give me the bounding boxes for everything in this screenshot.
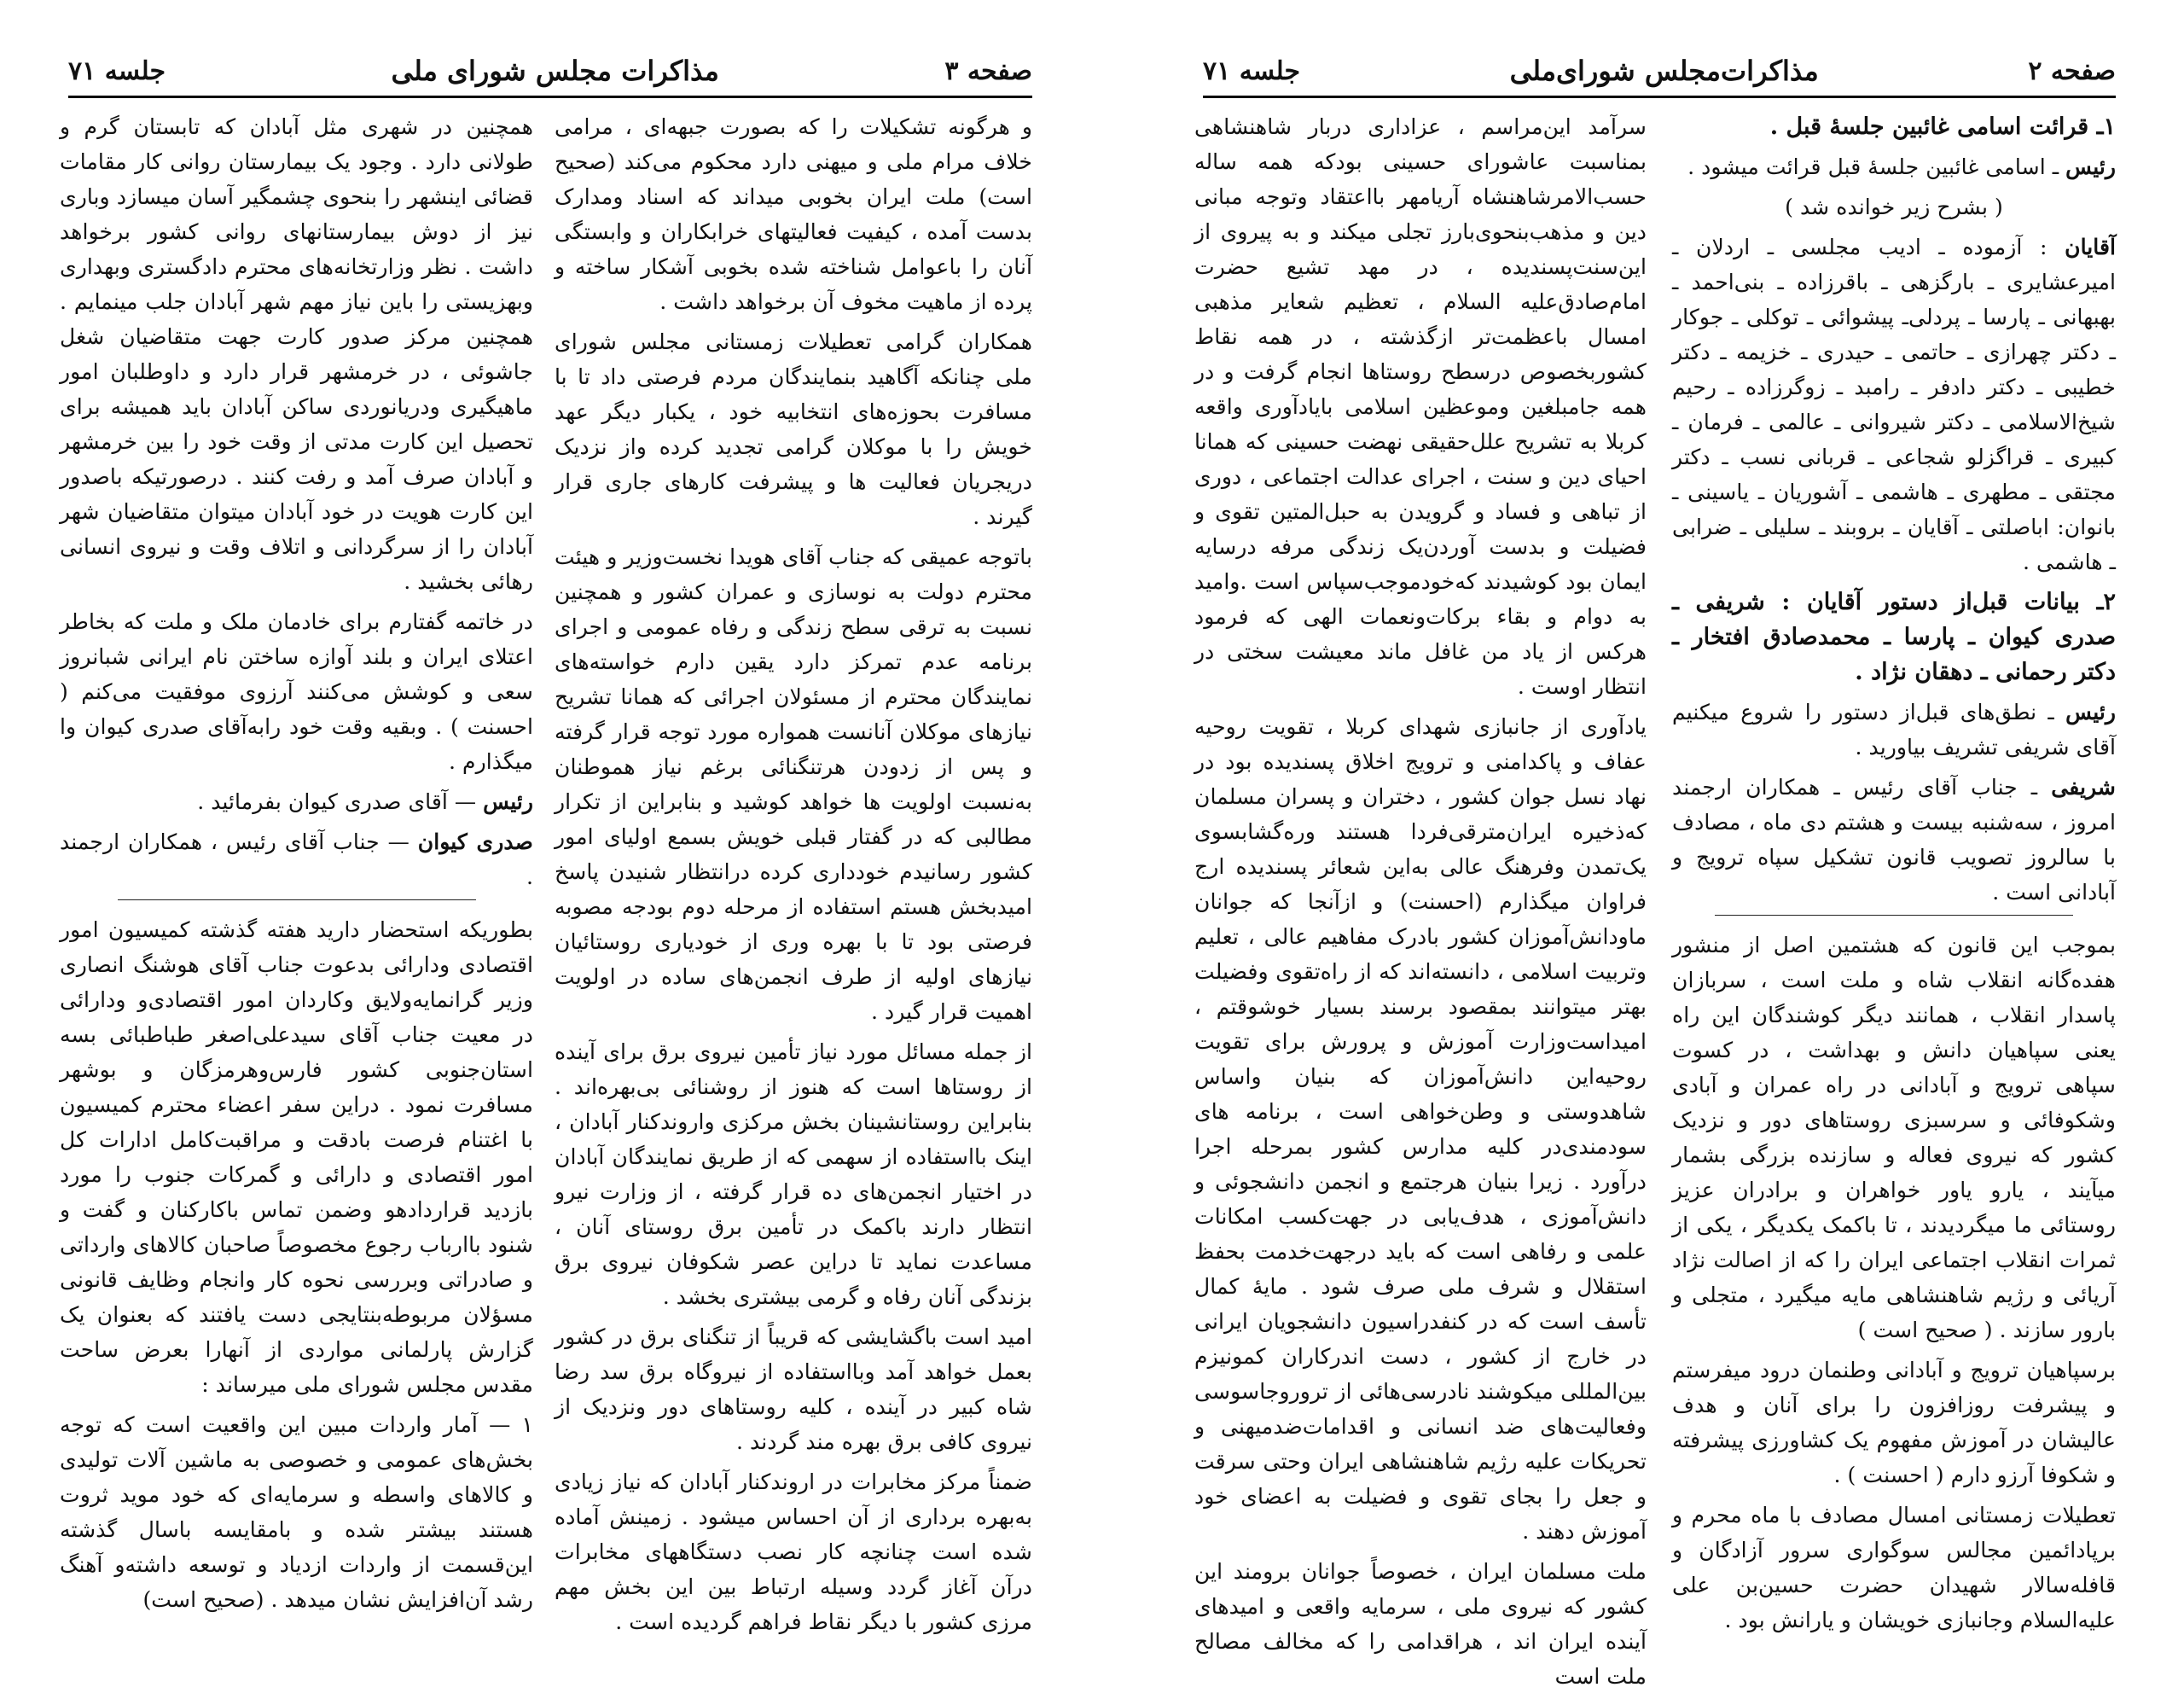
paragraph (1672, 1498, 2116, 1638)
paragraph (1194, 1554, 1647, 1694)
paragraph-text: ـ جناب آقای رئیس ـ همکاران ارجمند امروز ، سه‌شنبه بیست و هشتم دی ماه ، مصادف با سالروز تصویب قانون تشکیل سپاه ترویج و آبادانی است . (1672, 775, 2116, 905)
paragraph (60, 824, 533, 894)
paragraph-text: و هرگونه تشکیلات را که بصورت جبهه‌ای ، مرامی خلاف مرام ملی و میهنی دارد محکوم می‌کند (صحیح است) ملت ایران بخوبی میداند که اسناد ومدارک بدست آمده ، کیفیت فعالیتهای خرابکاران و وابستگی آنان را باعوامل شناخته شده بخوبی آشکار ساخته و پرده از ماهیت مخوف آن برخواهد داشت . (555, 114, 1032, 314)
paragraph-text: امید است باگشایشی که قریباً از تنگنای برق در کشور بعمل خواهد آمد وبااستفاده از نیروگاه برق سد رضا شاه کبیر در آینده ، کلیه روستاهای دور ونزدیک از نیروی کافی برق بهره مند گردند . (555, 1324, 1032, 1454)
header-rule (68, 96, 1032, 98)
paragraph (1672, 149, 2116, 184)
left-page-header (68, 49, 1032, 92)
paragraph-text: بموجب این قانون که هشتمین اصل از منشور هفده‌گانه انقلاب شاه و ملت است ، سربازان پاسدار انقلاب ، همانند دیگر کوشندگان این راه یعنی سپاهیان دانش و بهداشت ، در کسوت سپاهی ترویج و آبادانی در راه عمران و آبادی وشکوفائی و سرسبزی روستاهای دور و نزدیک کشور که نیروی فعاله و سازنده بزرگی بشمار میآیند ، یارو یاور خواهران و برادران عزیز روستائی ما میگردیدند ، تا باکمک یکدیگر ، یکی از ثمرات انقلاب اجتماعی ایران را که از اصالت نژاد آریائی و رژیم شاهنشاهی مایه میگیرد ، متجلی و بارور سازند . ( صحیح است ) (1672, 933, 2116, 1342)
session-number: جلسه ۷۱ (1203, 55, 1301, 86)
paragraph (555, 539, 1032, 1029)
paragraph (555, 324, 1032, 534)
paragraph (60, 784, 533, 819)
session-number: جلسه ۷۱ (68, 55, 166, 86)
page-gutter (1101, 0, 1135, 1698)
paragraph (60, 912, 533, 1402)
right-page-header (1203, 49, 2116, 92)
paragraph (1194, 109, 1647, 704)
speaker-name: رئیس (2065, 154, 2116, 179)
paragraph (60, 109, 533, 599)
paragraph (1672, 1353, 2116, 1492)
paragraph-text: بطوریکه استحضار دارید هفته گذشته کمیسیون امور اقتصادی ودارائی بدعوت جناب آقای هوشنگ انصاری وزیر گرانمایه‌ولایق وکاردان امور اقتصادی‌و ودارائی در معیت جناب آقای سیدعلی‌اصغر طباطبائی بسه استان‌جنوبی کشور فارس‌وهرمزگان و بوشهر مسافرت نمود . دراین سفر اعضاء محترم کمیسیون با اغتنام فرصت بادقت و مراقبت‌کامل ادارات کل امور اقتصادی و دارائی و گمرکات جنوب را مورد بازدید قراردادهو وضمن تماس باکارکنان و گفت و شنود باارباب رجوع مخصوصاً صاحبان کالاهای وارداتی و صادراتی وبررسی نحوه کار وانجام وظایف قانونی مسؤلان مربوطه‌بنتایجی دست یافتند که بعنوان یک گزارش پارلمانی مواردی از آنهارا بعرض ساحت مقدس مجلس شورای ملی میرساند : (60, 917, 533, 1397)
section-divider (1715, 915, 2073, 916)
paragraph (1672, 230, 2116, 579)
paragraph-text: — آقای صدری کیوان بفرمائید . (197, 789, 477, 814)
paragraph (1672, 695, 2116, 765)
section-heading: ۱ـ قرائت اسامی غائبین جلسهٔ قبل . (1769, 113, 2116, 140)
header-rule (1203, 96, 2116, 98)
speaker-name: صدری کیوان (417, 829, 533, 854)
paragraph-text: ملت مسلمان ایران ، خصوصاً جوانان برومند این کشور که نیروی ملی ، سرمایه واقعی و امیدهای آینده ایران اند ، هراقدامی را که مخالف مصالح ملت است (1194, 1559, 1647, 1689)
page-number: صفحه ۲ (2028, 55, 2116, 86)
paragraph-text: تعطیلات زمستانی امسال مصادف با ماه محرم و برپادائمین مجالس سوگواری سرور آزادگان و قافله‌سالار شهیدان حضرت حسین‌بن علی علیه‌السلام وجانبازی خویشان و یارانش بود . (1672, 1503, 2116, 1632)
speaker-name: آقایان (2065, 234, 2116, 259)
paragraph-text: — جناب آقای رئیس ، همکاران ارجمند . (60, 829, 533, 889)
paragraph (555, 1464, 1032, 1639)
paragraph-text: همکاران گرامی تعطیلات زمستانی مجلس شورای ملی چنانکه آگاهید بنمایندگان مردم فرصتی داد تا با مسافرت بحوزه‌های انتخابیه خود ، یکبار دیگر عهد خویش را با موکلان گرامی تجدید کرده واز نزدیک دریجریان فعالیت ها و پیشرفت کارهای جاری قرار گیرند . (555, 329, 1032, 529)
paragraph (1194, 709, 1647, 1549)
text-column (1672, 109, 2116, 1643)
paragraph-text: از جمله مسائل مورد نیاز تأمین نیروی برق برای آینده از روستاها است که هنوز از روشنائی بی‌بهره‌اند . بنابراین روستانشینان بخش مرکزی واروندکنار آبادان ، اینک بااستفاده از سهمی که از طریق نمایندگان آبادان در اختیار انجمن‌های ده قرار گرفته ، از وزارت نیرو انتظار دارند باکمک در تأمین برق روستای آنان ، مساعدت نماید تا دراین عصر شکوفان نیروی برق بزندگی آنان رفاه و گرمی بیشتری بخشد . (555, 1039, 1032, 1309)
section-heading: ۲ـ بیانات قبل‌از دستور آقایان : شریفی ـ صدری کیوان ـ پارسا ـ محمدصادق افتخار ـ دکتر رحمانی ـ دهقان نژاد . (1672, 589, 2116, 685)
paragraph-text: باتوجه عمیقی که جناب آقای هویدا نخست‌وزیر و هیئت محترم دولت به نوسازی و عمران کشور و همچنین نسبت به ترقی سطح زندگی و رفاه عمومی و اجرای برنامه عدم تمرکز دارد یقین دارم خواسته‌های نمایندگان محترم از مسئولان اجرائی که همانا تشریح نیازهای موکلان آنانست همواره مورد توجه قرار گرفته و پس از زدودن هرتنگنائی برغم نیاز هموطنان به‌نسبت اولویت ها خواهد کوشید و بنابراین از تکرار مطالبی که در گفتار قبلی خویش بسمع اولیای امور کشور رسانیدم خودداری کرده درانتظار شنیدن پاسخ امیدبخش هستم استفاده از مرحله دوم بودجه مصوبه فرصتی بود تا با بهره وری از خودیاری روستائیان نیازهای اولیه از طرف انجمن‌های ساده در اولویت اهمیت قرار گیرد . (555, 544, 1032, 1024)
paragraph-text: همچنین در شهری مثل آبادان که تابستان گرم و طولانی دارد . وجود یک بیمارستان روانی کار مقامات قضائی اینشهر را بنحوی چشمگیر آسان میسازد وباری نیز از دوش بیمارستانهای روانی کشور برخواهد داشت . نظر وزارتخانه‌های محترم دادگستری وبهداری وبهزیستی را باین نیاز مهم شهر آبادان جلب مینمایم . همچنین مرکز صدور کارت جهت متقاضیان شغل جاشوئی ، در خرمشهر قرار دارد و داوطلبان امور ماهیگیری ودریانوردی ساکن آبادان باید همیشه برای تحصیل این کارت مدتی از وقت خود را بین خرمشهر و آبادان صرف آمد و رفت کنند . درصورتیکه باصدور این کارت هویت در خود آبادان میتوان متقاضیان شهر آبادان را از سرگردانی و اتلاف وقت و نیروی انسانی رهائی بخشید . (60, 114, 533, 594)
paragraph (555, 1319, 1032, 1459)
section-divider (118, 899, 476, 900)
page-number: صفحه ۳ (944, 55, 1032, 86)
note-line: ( بشرح زیر خوانده شد ) (1785, 195, 2003, 219)
paragraph (1672, 928, 2116, 1347)
paragraph (60, 604, 533, 779)
text-column (60, 109, 533, 1622)
right-page (1135, 0, 2184, 1698)
text-column (1194, 109, 1647, 1699)
speaker-name: رئیس (483, 788, 533, 814)
paragraph-text: در خاتمه گفتارم برای خادمان ملک و ملت که بخاطر اعتلای ایران و بلند آوازه ساختن نام ایرانی شبانروز سعی و کوشش می‌کنند آرزوی موفقیت می‌کنم ( احسنت ) . وبقیه وقت خود رابه‌آقای صدری کیوان وا میگذارم . (60, 609, 533, 774)
paragraph (1672, 770, 2116, 910)
running-title: مذاکرات مجلس شورای ملی (391, 55, 719, 87)
text-column (555, 109, 1032, 1644)
speaker-name: رئیس (2065, 699, 2116, 724)
paragraph-text: ضمناً مرکز مخابرات در اروندکنار آبادان که نیاز زیادی به‌بهره برداری از آن احساس میشود . زمینش آماده شده است چنانچه کار نصب دستگاههای مخابرات درآن آغاز گردد وسیله ارتباط بین این بخش مهم مرزی کشور با دیگر نقاط فراهم گردیده است . (555, 1469, 1032, 1634)
paragraph (555, 109, 1032, 319)
paragraph-text: : آزموده ـ ادیب مجلسی ـ اردلان ـ امیرعشایری ـ بارگزهی ـ باقرزاده ـ بنی‌احمد ـ بهبهانی ـ پارسا ـ پردلی‌ـ پیشوائی ـ توکلی ـ جوکار ـ دکتر چهرازی ـ حاتمی ـ حیدری ـ خزیمه ـ دکتر خطیبی ـ دکتر دادفر ـ رامبد ـ زوگرزاده ـ رحیم شیخ‌الاسلامی ـ دکتر شیروانی ـ عالمی ـ فرمان ـ کبیری ـ قراگزلو شجاعی ـ قربانی نسب ـ دکتر مجتقی ـ مطهری ـ هاشمی ـ آشوریان ـ یاسینی ـ بانوان: اباصلتی ـ آقایان ـ بروبند ـ سلیلی ـ ضرابی ـ هاشمی . (1672, 235, 2116, 574)
speaker-name: شریفی (2051, 774, 2116, 800)
paragraph-text: ۱ — آمار واردات مبین این واقعیت است که توجه بخش‌های عمومی و خصوصی به ماشین آلات تولیدی و کالاهای واسطه و سرمایه‌ای که خود موید ثروت هستند بیشتر شده و بامقایسه باسال گذشته این‌قسمت از واردات ازدیاد و توسعه داشته‌و آهنگ رشد آن‌افزایش نشان میدهد . (صحیح است) (60, 1412, 533, 1612)
paragraph (555, 1034, 1032, 1314)
paragraph-text: ـ اسامی غائبین جلسهٔ قبل قرائت میشود . (1687, 154, 2059, 179)
paragraph-text: سرآمد این‌مراسم ، عزاداری دربار شاهنشاهی بمناسبت عاشورای حسینی بودکه همه ساله حسب‌الامرشاهنشاه آریامهر بااعتقاد وتوجه مبانی دین و مذهب‌بنحوی‌بارز تجلی میکند و به پیروی از این‌سنت‌پسندیده ، در مهد تشیع حضرت امام‌صادق‌علیه السلام ، تعظیم شعایر مذهبی امسال باعظمت‌تر ازگذشته ، در همه نقاط کشوربخصوص درسطح روستاها انجام گرفت و در همه جامبلغین وموعظین اسلامی بایادآوری واقعه کربلا به تشریح علل‌حقیقی نهضت حسینی که همانا احیای دین و سنت ، اجرای عدالت اجتماعی ، دوری از تباهی و فساد و گرویدن به حبل‌المتین تقوی و فضیلت و بدست آوردن‌یک زندگی مرفه درسایه ایمان بود کوشیدند که‌خودموجب‌سپاس است .وامید به دوام و بقاء برکات‌ونعمات الهی که فرمود هرکس از یاد من غافل ماند معیشت سختی در انتظار اوست . (1194, 114, 1647, 699)
paragraph-text: برسپاهیان ترویج و آبادانی وطنمان درود میفرستم و پیشرفت روزافزون را برای آنان و هدف عالیشان در آموزش مفهوم یک کشاورزی پیشرفته و شکوفا آرزو دارم ( احسنت ) . (1672, 1358, 2116, 1487)
paragraph-text: ـ نطق‌های قبل‌از دستور را شروع میکنیم آقای شریفی تشریف بیاورید . (1672, 700, 2116, 759)
paragraph (60, 1407, 533, 1617)
running-title: مذاکرات‌مجلس شورای‌ملی (1509, 55, 1819, 87)
paragraph-text: یادآوری از جانبازی شهدای کربلا ، تقویت روحیه عفاف و پاکدامنی و ترویج اخلاق پسندیده بود در نهاد نسل جوان کشور ، دختران و پسران مسلمان که‌ذخیره ایران‌مترقی‌فردا هستند وره‌گشابسوی یک‌تمدن وفرهنگ عالی به‌این شعائر پسندیده ارج فراوان میگذارم (احسنت) و ازآنجا که جوانان ماودانش‌آموزان کشور بادرک مفاهیم عالی ، تعلیم وتربیت اسلامی ، دانسته‌اند که از راه‌تقوی وفضیلت بهتر میتوانند بمقصود برسند بسیار خوشوقتم ، امیداست‌وزارت آموزش و پرورش برای تقویت روحیه‌این دانش‌آموزان که بنیان واساس شاهدوستی و وطن‌خواهی است ، برنامه های سودمندی‌در کلیه مدارس کشور بمرحله اجرا درآورد . زیرا بنیان هرجتمع و انجمن دانشجوئی و دانش‌آموزی ، هدف‌یابی در جهت‌کسب امکانات علمی و رفاهی است که باید درجهت‌خدمت بحفظ استقلال و شرف ملی صرف شود . مایهٔ کمال تأسف است که در کنفدراسیون دانشجویان ایرانی در خارج از کشور ، دست اندرکاران کمونیزم بین‌المللی میکوشند نادرسی‌هائی از تروروجاسوسی وفعالیت‌های ضد انسانی و اقدامات‌ضدمیهنی و تحریکات علیه رژیم شاهنشاهی ایران وحتی سرقت و جعل را بجای تقوی و فضیلت به اعضای خود آموزش دهند . (1194, 714, 1647, 1544)
